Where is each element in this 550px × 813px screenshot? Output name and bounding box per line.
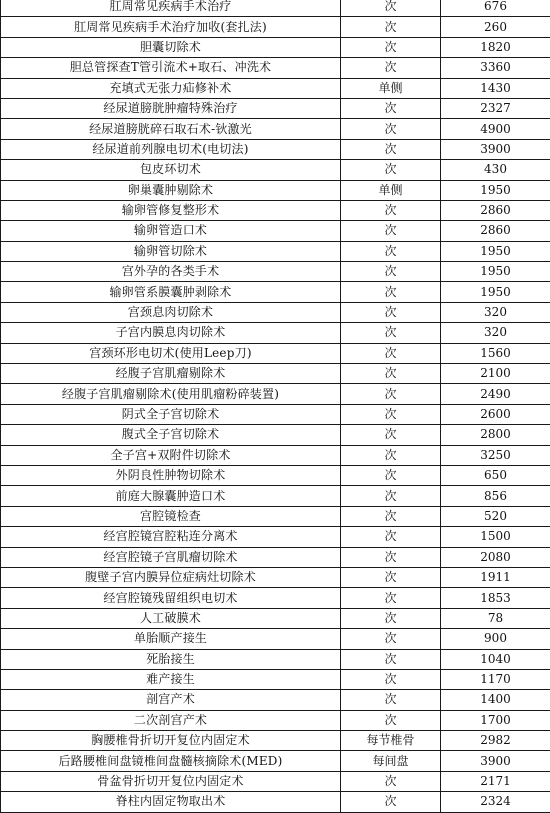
procedure-name-cell: 宫颈息肉切除术 — [1, 302, 341, 322]
procedure-name-cell: 骨盆骨折切开复位内固定术 — [1, 771, 341, 791]
table-row — [1, 506, 550, 526]
unit-cell: 次 — [341, 241, 441, 261]
price-table-body — [1, 0, 550, 812]
table-row — [1, 37, 550, 57]
price-cell: 650 — [441, 465, 550, 485]
table-row — [1, 180, 550, 200]
procedure-name-cell: 外阴良性肿物切除术 — [1, 465, 341, 485]
table-row — [1, 792, 550, 812]
unit-cell: 次 — [341, 486, 441, 506]
table-row — [1, 771, 550, 791]
procedure-name-cell: 宫腔镜检查 — [1, 506, 341, 526]
unit-cell: 次 — [341, 139, 441, 159]
price-cell: 1950 — [441, 180, 550, 200]
procedure-name-cell: 单胎顺产接生 — [1, 629, 341, 649]
price-cell: 3900 — [441, 751, 550, 771]
procedure-name-cell: 经腹子宫肌瘤剔除术 — [1, 364, 341, 384]
table-row — [1, 731, 550, 751]
procedure-name-cell: 子宫内膜息肉切除术 — [1, 323, 341, 343]
unit-cell: 次 — [341, 506, 441, 526]
table-row — [1, 465, 550, 485]
procedure-name-cell: 经腹子宫肌瘤剔除术(使用肌瘤粉碎装置) — [1, 384, 341, 404]
table-row — [1, 486, 550, 506]
price-cell: 430 — [441, 160, 550, 180]
price-cell: 3250 — [441, 445, 550, 465]
procedure-name-cell: 经尿道膀胱肿瘤特殊治疗 — [1, 98, 341, 118]
price-cell: 2100 — [441, 364, 550, 384]
table-row — [1, 302, 550, 322]
procedure-name-cell: 腹壁子宫内膜异位症病灶切除术 — [1, 567, 341, 587]
price-cell: 3360 — [441, 58, 550, 78]
price-cell: 1950 — [441, 241, 550, 261]
unit-cell: 每节椎骨 — [341, 731, 441, 751]
price-cell: 2860 — [441, 200, 550, 220]
price-cell: 676 — [441, 0, 550, 17]
unit-cell: 次 — [341, 690, 441, 710]
price-cell: 1560 — [441, 343, 550, 363]
unit-cell: 次 — [341, 37, 441, 57]
unit-cell: 次 — [341, 649, 441, 669]
unit-cell: 次 — [341, 343, 441, 363]
table-row — [1, 262, 550, 282]
unit-cell: 次 — [341, 200, 441, 220]
unit-cell: 次 — [341, 302, 441, 322]
table-row — [1, 200, 550, 220]
unit-cell: 次 — [341, 98, 441, 118]
table-row — [1, 547, 550, 567]
unit-cell: 次 — [341, 282, 441, 302]
table-row — [1, 751, 550, 771]
unit-cell: 次 — [341, 771, 441, 791]
procedure-name-cell: 胆总管探查T管引流术+取石、冲洗术 — [1, 58, 341, 78]
price-cell: 1500 — [441, 527, 550, 547]
table-row — [1, 404, 550, 424]
table-row — [1, 690, 550, 710]
unit-cell: 单侧 — [341, 78, 441, 98]
unit-cell: 次 — [341, 384, 441, 404]
unit-cell: 次 — [341, 17, 441, 37]
procedure-name-cell: 经尿道膀胱碎石取石术-钬激光 — [1, 119, 341, 139]
procedure-name-cell: 输卵管系膜囊肿剥除术 — [1, 282, 341, 302]
unit-cell: 次 — [341, 588, 441, 608]
unit-cell: 次 — [341, 221, 441, 241]
price-cell: 2600 — [441, 404, 550, 424]
procedure-name-cell: 肛周常见疾病手术治疗 — [1, 0, 341, 17]
procedure-name-cell: 胸腰椎骨折切开复位内固定术 — [1, 731, 341, 751]
price-cell: 260 — [441, 17, 550, 37]
procedure-name-cell: 剖宫产术 — [1, 690, 341, 710]
procedure-name-cell: 经宫腔镜残留组织电切术 — [1, 588, 341, 608]
procedure-name-cell: 脊柱内固定物取出术 — [1, 792, 341, 812]
procedure-name-cell: 死胎接生 — [1, 649, 341, 669]
price-cell: 1040 — [441, 649, 550, 669]
price-cell: 2860 — [441, 221, 550, 241]
unit-cell: 次 — [341, 445, 441, 465]
price-cell: 900 — [441, 629, 550, 649]
procedure-name-cell: 后路腰椎间盘镜椎间盘髓核摘除术(MED) — [1, 751, 341, 771]
unit-cell: 次 — [341, 629, 441, 649]
price-cell: 2327 — [441, 98, 550, 118]
unit-cell: 次 — [341, 58, 441, 78]
table-row — [1, 588, 550, 608]
price-cell: 2171 — [441, 771, 550, 791]
table-row — [1, 241, 550, 261]
table-row — [1, 629, 550, 649]
price-cell: 4900 — [441, 119, 550, 139]
procedure-name-cell: 经尿道前列腺电切术(电切法) — [1, 139, 341, 159]
table-row — [1, 78, 550, 98]
price-cell: 78 — [441, 608, 550, 628]
price-cell: 2324 — [441, 792, 550, 812]
price-cell: 1170 — [441, 669, 550, 689]
table-row — [1, 98, 550, 118]
price-cell: 1820 — [441, 37, 550, 57]
table-row — [1, 384, 550, 404]
table-row — [1, 425, 550, 445]
price-cell: 2080 — [441, 547, 550, 567]
price-cell: 1950 — [441, 282, 550, 302]
procedure-name-cell: 输卵管造口术 — [1, 221, 341, 241]
unit-cell: 次 — [341, 527, 441, 547]
table-row — [1, 567, 550, 587]
price-cell: 3900 — [441, 139, 550, 159]
procedure-name-cell: 包皮环切术 — [1, 160, 341, 180]
price-cell: 1700 — [441, 710, 550, 730]
table-row — [1, 649, 550, 669]
procedure-name-cell: 经宫腔镜子宫肌瘤切除术 — [1, 547, 341, 567]
table-row — [1, 0, 550, 17]
unit-cell: 次 — [341, 0, 441, 17]
price-cell: 520 — [441, 506, 550, 526]
price-cell: 320 — [441, 302, 550, 322]
procedure-name-cell: 前庭大腺囊肿造口术 — [1, 486, 341, 506]
price-cell: 2490 — [441, 384, 550, 404]
unit-cell: 次 — [341, 547, 441, 567]
procedure-name-cell: 卵巢囊肿剔除术 — [1, 180, 341, 200]
unit-cell: 单侧 — [341, 180, 441, 200]
table-row — [1, 221, 550, 241]
unit-cell: 次 — [341, 119, 441, 139]
table-row — [1, 58, 550, 78]
unit-cell: 次 — [341, 465, 441, 485]
table-row — [1, 17, 550, 37]
table-row — [1, 343, 550, 363]
table-row — [1, 139, 550, 159]
procedure-name-cell: 阴式全子宫切除术 — [1, 404, 341, 424]
procedure-name-cell: 输卵管修复整形术 — [1, 200, 341, 220]
table-row — [1, 608, 550, 628]
price-cell: 2982 — [441, 731, 550, 751]
procedure-name-cell: 难产接生 — [1, 669, 341, 689]
table-row — [1, 282, 550, 302]
procedure-name-cell: 胆囊切除术 — [1, 37, 341, 57]
price-cell: 1950 — [441, 262, 550, 282]
unit-cell: 次 — [341, 364, 441, 384]
procedure-name-cell: 宫外孕的各类手术 — [1, 262, 341, 282]
price-cell: 2800 — [441, 425, 550, 445]
unit-cell: 次 — [341, 425, 441, 445]
price-cell: 1853 — [441, 588, 550, 608]
unit-cell: 次 — [341, 160, 441, 180]
table-row — [1, 710, 550, 730]
unit-cell: 次 — [341, 323, 441, 343]
procedure-name-cell: 全子宫+双附件切除术 — [1, 445, 341, 465]
unit-cell: 次 — [341, 669, 441, 689]
unit-cell: 次 — [341, 792, 441, 812]
table-row — [1, 527, 550, 547]
procedure-name-cell: 充填式无张力疝修补术 — [1, 78, 341, 98]
unit-cell: 每间盘 — [341, 751, 441, 771]
price-cell: 1911 — [441, 567, 550, 587]
procedure-name-cell: 宫颈环形电切术(使用Leep刀) — [1, 343, 341, 363]
unit-cell: 次 — [341, 262, 441, 282]
table-row — [1, 445, 550, 465]
table-row — [1, 669, 550, 689]
procedure-name-cell: 输卵管切除术 — [1, 241, 341, 261]
unit-cell: 次 — [341, 710, 441, 730]
unit-cell: 次 — [341, 404, 441, 424]
table-row — [1, 160, 550, 180]
price-cell: 1400 — [441, 690, 550, 710]
table-row — [1, 323, 550, 343]
price-cell: 856 — [441, 486, 550, 506]
procedure-name-cell: 二次剖宫产术 — [1, 710, 341, 730]
unit-cell: 次 — [341, 608, 441, 628]
procedure-name-cell: 人工破膜术 — [1, 608, 341, 628]
price-cell: 1430 — [441, 78, 550, 98]
unit-cell: 次 — [341, 567, 441, 587]
price-cell: 320 — [441, 323, 550, 343]
table-row — [1, 119, 550, 139]
table-row — [1, 364, 550, 384]
procedure-name-cell: 经宫腔镜宫腔粘连分离术 — [1, 527, 341, 547]
procedure-name-cell: 肛周常见疾病手术治疗加收(套扎法) — [1, 17, 341, 37]
procedure-name-cell: 腹式全子宫切除术 — [1, 425, 341, 445]
